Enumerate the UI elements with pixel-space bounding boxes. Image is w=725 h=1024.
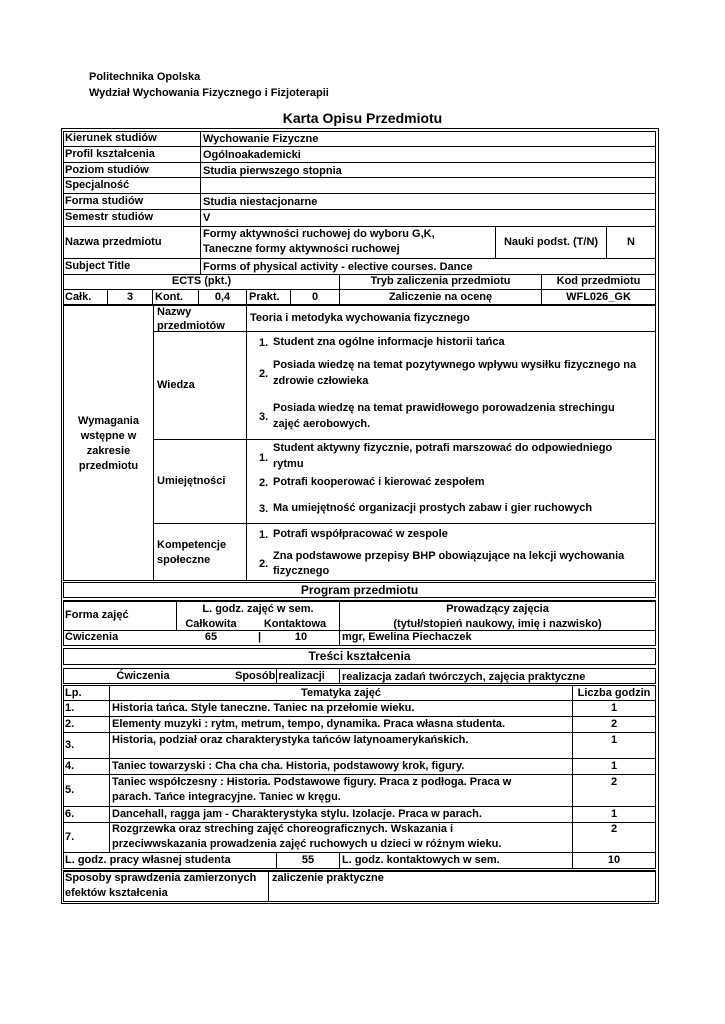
- program-title: Program przedmiotu: [300, 583, 419, 597]
- ects-label: ECTS (pkt.): [171, 275, 232, 287]
- topic-5-lp: 5.: [65, 784, 75, 796]
- row-forma: Ćwiczenia: [65, 631, 119, 643]
- poziom-label: Poziom studiów: [65, 164, 149, 176]
- kierunek-value: Wychowanie Fizyczne: [203, 133, 319, 145]
- kierunek-label: Kierunek studiów: [65, 132, 157, 144]
- prakt-label: Prakt.: [249, 291, 280, 303]
- sposob-realizacji-label: Sposób realizacji: [235, 670, 325, 682]
- topic-2-hours: 2: [610, 718, 618, 730]
- wiedza-2-text-1: Posiada wiedzę na temat pozytywnego wpływu wysiłku fizycznego na: [273, 359, 637, 371]
- prowadzacy-label-1: Prowadzący zajęcia: [446, 603, 549, 615]
- nazwy-value: Teoria i metodyka wychowania fizycznego: [250, 312, 470, 324]
- topic-1-lp: 1.: [65, 702, 75, 714]
- sposoby-label-1: Sposoby sprawdzenia zamierzonych: [65, 872, 257, 884]
- praca-wlasna-label: L. godz. pracy własnej studenta: [65, 854, 231, 866]
- topic-2-text: Elementy muzyki : rytm, metrum, tempo, dynamika. Praca własna studenta.: [112, 718, 506, 730]
- tryb-label: Tryb zaliczenia przedmiotu: [370, 275, 511, 287]
- topic-3-lp: 3.: [65, 739, 75, 751]
- komp-1-num: 1.: [259, 529, 269, 541]
- row-kontaktowa: 10: [294, 631, 308, 643]
- subject-title-label: Subject Title: [65, 260, 131, 272]
- komp-1-text: Potrafi współpracować w zespole: [273, 528, 448, 540]
- topic-5-hours: 2: [610, 776, 618, 788]
- wiedza-3-text-2: zajęć aerobowych.: [273, 418, 371, 430]
- prakt-value: 0: [311, 291, 319, 303]
- umiejetnosci-label: Umiejętności: [157, 475, 226, 487]
- nauki-value: N: [627, 236, 635, 248]
- topic-6-text: Dancehall, ragga jam - Charakterystyka stylu. Izolacje. Praca w parach.: [112, 808, 482, 820]
- prowadzacy-label-2: (tytuł/stopień naukowy, imię i nazwisko): [393, 618, 602, 630]
- praca-wlasna-value: 55: [301, 854, 315, 866]
- umiej-3-text: Ma umiejętność organizacji prostych zabaw i gier ruchowych: [273, 502, 593, 514]
- kompetencje-label-2: społeczne: [157, 554, 211, 566]
- kont-value: 0,4: [214, 291, 231, 303]
- forma-zajec-label: Forma zajęć: [65, 609, 129, 621]
- forma-studiow-label: Forma studiów: [65, 195, 144, 207]
- sposob-realizacji-value: realizacja zadań twórczych, zajęcia praktyczne: [342, 671, 586, 683]
- calkowita-label: Całkowita: [185, 618, 237, 630]
- nazwy-label-1: Nazwy: [157, 306, 192, 318]
- umiej-1-num: 1.: [259, 452, 269, 464]
- wiedza-3-text-1: Posiada wiedzę na temat prawidłowego porowadzenia strechingu: [273, 402, 615, 414]
- topic-2-lp: 2.: [65, 718, 75, 730]
- umiej-3-num: 3.: [259, 503, 269, 515]
- topic-5-text-1: Taniec współczesny : Historia. Podstawowe figury. Praca z podłoga. Praca w: [112, 776, 512, 788]
- nazwa-label: Nazwa przedmiotu: [65, 236, 162, 248]
- topic-4-hours: 1: [610, 760, 618, 772]
- liczba-godzin-label: Liczba godzin: [577, 687, 651, 699]
- komp-2-text-1: Zna podstawowe przepisy BHP obowiązujące na lekcji wychowania: [273, 550, 625, 562]
- umiej-2-num: 2.: [259, 477, 269, 489]
- topic-6-lp: 6.: [65, 808, 75, 820]
- row-prowadzacy: mgr, Ewelina Piechaczek: [342, 631, 472, 643]
- wymagania-label-4: przedmiotu: [78, 460, 139, 472]
- wiedza-1-num: 1.: [259, 337, 269, 349]
- topic-1-text: Historia tańca. Style taneczne. Taniec na przełomie wieku.: [112, 702, 415, 714]
- umiej-2-text: Potrafi kooperować i kierować zespołem: [273, 476, 485, 488]
- topic-6-hours: 1: [610, 808, 618, 820]
- topic-3-text: Historia, podział oraz charakterystyka tańców latynoamerykańskich.: [112, 734, 469, 746]
- kod-value: WFL026_GK: [566, 291, 631, 303]
- wiedza-2-text-2: zdrowie człowieka: [273, 375, 369, 387]
- kontaktowe-label: L. godz. kontaktowych w sem.: [342, 854, 500, 866]
- wiedza-3-num: 3.: [259, 411, 269, 423]
- komp-2-num: 2.: [259, 558, 269, 570]
- calk-label: Całk.: [65, 291, 92, 303]
- poziom-value: Studia pierwszego stopnia: [203, 165, 342, 177]
- wymagania-label-2: wstępne w: [80, 430, 137, 442]
- umiej-1-text-2: rytmu: [273, 458, 304, 470]
- forma-studiow-value: Studia niestacjonarne: [203, 196, 318, 208]
- university-name: Politechnika Opolska: [89, 71, 201, 83]
- umiej-1-text-1: Student aktywny fizycznie, potrafi marszować do odpowiedniego: [273, 442, 613, 454]
- subject-title-value: Forms of physical activity - elective courses. Dance: [203, 261, 473, 273]
- wymagania-label-3: zakresie: [86, 445, 131, 457]
- topic-7-text-2: przeciwwskazania prowadzenia zajęć ruchowych u dzieci w różnym wieku.: [112, 838, 502, 850]
- semestr-value: V: [203, 212, 211, 224]
- topic-7-hours: 2: [610, 823, 618, 835]
- topic-3-hours: 1: [610, 734, 618, 746]
- kont-label: Kont.: [155, 291, 184, 303]
- lp-label: Lp.: [65, 687, 82, 699]
- tresci-title: Treści kształcenia: [308, 649, 411, 663]
- profil-label: Profil kształcenia: [65, 148, 155, 160]
- faculty-name: Wydział Wychowania Fizycznego i Fizjoterapii: [89, 87, 329, 99]
- cwiczenia-label: Ćwiczenia: [116, 670, 170, 682]
- topic-4-lp: 4.: [65, 760, 75, 772]
- topic-7-lp: 7.: [65, 831, 75, 843]
- row-calkowita: 65: [204, 631, 218, 643]
- semestr-label: Semestr studiów: [65, 211, 154, 223]
- wymagania-label-1: Wymagania: [78, 415, 139, 427]
- topic-5-text-2: parach. Tańce integracyjne. Taniec w kręgu.: [112, 791, 341, 803]
- nazwy-label-2: przedmiotów: [157, 320, 225, 331]
- specjalnosc-label: Specjalność: [65, 179, 130, 191]
- kod-label: Kod przedmiotu: [556, 275, 641, 287]
- calk-value: 3: [126, 291, 134, 303]
- profil-value: Ogólnoakademicki: [203, 149, 301, 161]
- wiedza-2-num: 2.: [259, 368, 269, 380]
- topic-1-hours: 1: [610, 702, 618, 714]
- wiedza-1-text: Student zna ogólne informacje historii tańca: [273, 336, 505, 348]
- kompetencje-label-1: Kompetencje: [157, 539, 227, 551]
- komp-2-text-2: fizycznego: [273, 565, 330, 577]
- page-title: Karta Opisu Przedmiotu: [282, 110, 443, 126]
- nauki-label: Nauki podst. (T/N): [503, 236, 599, 248]
- tryb-value: Zaliczenie na ocenę: [388, 291, 493, 303]
- nazwa-line2: Taneczne formy aktywności ruchowej: [203, 243, 400, 255]
- tematyka-label: Tematyka zajęć: [301, 687, 381, 699]
- topic-7-text-1: Rozgrzewka oraz streching zajęć choreograficznych. Wskazania i: [112, 823, 454, 835]
- topic-4-text: Taniec towarzyski : Cha cha cha. Historia, podstawowy krok, figury.: [112, 760, 465, 772]
- godz-sem-label: L. godz. zajęć w sem.: [202, 603, 314, 615]
- kontaktowa-label: Kontaktowa: [263, 618, 327, 630]
- nazwa-line1: Formy aktywności ruchowej do wyboru G,K,: [203, 228, 435, 240]
- kontaktowe-value: 10: [607, 854, 621, 866]
- sposoby-value: zaliczenie praktyczne: [272, 872, 384, 884]
- wiedza-label: Wiedza: [157, 379, 195, 391]
- sposoby-label-2: efektów kształcenia: [65, 887, 168, 899]
